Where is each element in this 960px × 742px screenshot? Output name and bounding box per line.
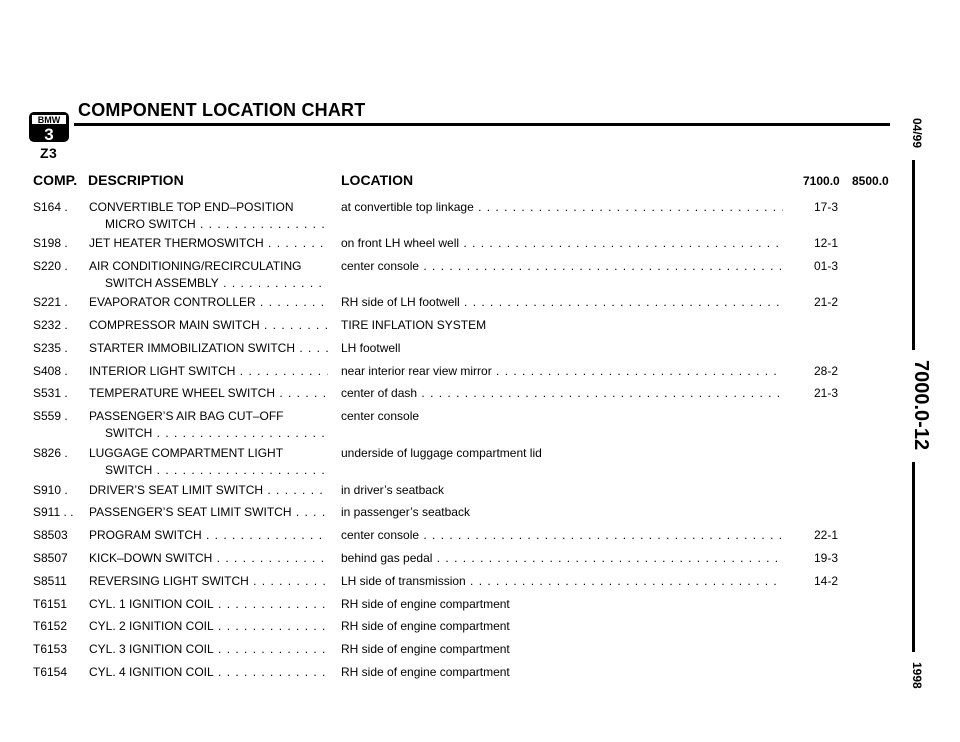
table-row: [0, 443, 900, 477]
comp-description: CYL. 3 IGNITION COIL . . .: [89, 639, 328, 659]
comp-code: S911 . .: [33, 505, 74, 519]
comp-code: S164 .: [33, 200, 68, 214]
table-row: [0, 662, 900, 682]
column-header-ref2: 8500.0: [852, 174, 889, 188]
table-row: [0, 315, 900, 335]
comp-code: S826 .: [33, 446, 68, 460]
table-row: [0, 256, 900, 290]
comp-code: S8507: [33, 551, 68, 565]
comp-description-cont: SWITCH . . .: [105, 460, 328, 480]
comp-code: S220 .: [33, 259, 68, 273]
margin-rule-bottom: [912, 462, 915, 652]
logo-model: Z3: [40, 145, 58, 161]
comp-ref: 19-3: [813, 551, 839, 565]
page-title: COMPONENT LOCATION CHART: [78, 100, 366, 120]
comp-ref: 28-2: [813, 364, 839, 378]
comp-ref: 21-3: [813, 386, 839, 400]
column-header-comp: COMP.: [33, 172, 78, 188]
comp-code: S232 .: [33, 318, 68, 332]
comp-code: T6153: [33, 642, 68, 656]
comp-location: RH side of LH footwell . . .: [341, 292, 783, 312]
comp-description: JET HEATER THERMOSWITCH . . .: [89, 233, 328, 253]
column-header-description: DESCRIPTION: [88, 172, 184, 188]
comp-code: T6154: [33, 665, 68, 679]
column-header-location: LOCATION: [341, 172, 414, 188]
title-rule: [74, 123, 890, 126]
margin-rule-top: [912, 160, 915, 350]
column-header-ref1: 7100.0: [803, 174, 840, 188]
table-row: [0, 338, 900, 358]
table-row: [0, 616, 900, 636]
comp-description-cont: MICRO SWITCH . . .: [105, 214, 328, 234]
comp-ref: 21-2: [813, 295, 839, 309]
comp-location: RH side of engine compartment: [341, 642, 510, 656]
comp-location: in passenger’s seatback: [341, 505, 470, 519]
comp-ref: 17-3: [813, 200, 839, 214]
comp-description: COMPRESSOR MAIN SWITCH . . .: [89, 315, 328, 335]
comp-location: near interior rear view mirror . . .: [341, 361, 783, 381]
comp-code: S559 .: [33, 409, 68, 423]
comp-location: center console . . .: [341, 525, 783, 545]
comp-ref: 22-1: [813, 528, 839, 542]
comp-description: STARTER IMMOBILIZATION SWITCH . . .: [89, 338, 328, 358]
table-row: [0, 502, 900, 522]
comp-location: center console: [341, 409, 420, 423]
table-row: [0, 406, 900, 440]
table-row: [0, 197, 900, 231]
comp-description-cont: SWITCH . . .: [105, 423, 328, 443]
table-row: [0, 548, 900, 568]
comp-description: REVERSING LIGHT SWITCH . . .: [89, 571, 328, 591]
comp-description: CYL. 1 IGNITION COIL . . .: [89, 594, 328, 614]
comp-code: S8511: [33, 574, 67, 588]
comp-location: center console . . .: [341, 256, 783, 276]
comp-code: S221 .: [33, 295, 68, 309]
comp-code: S531 .: [33, 386, 68, 400]
comp-description: CONVERTIBLE TOP END–POSITION: [89, 200, 294, 214]
comp-description: TEMPERATURE WHEEL SWITCH . . .: [89, 383, 328, 403]
comp-location: in driver’s seatback: [341, 483, 444, 497]
table-row: [0, 525, 900, 545]
comp-description-cont: SWITCH ASSEMBLY . . .: [105, 273, 328, 293]
comp-ref: 01-3: [813, 259, 839, 273]
comp-description: EVAPORATOR CONTROLLER . . .: [89, 292, 328, 312]
margin-date: 04/99: [910, 118, 924, 149]
table-row: [0, 361, 900, 381]
comp-location: center of dash . . .: [341, 383, 783, 403]
table-row: [0, 639, 900, 659]
table-row: [0, 233, 900, 253]
table-row: [0, 594, 900, 614]
table-row: [0, 383, 900, 403]
comp-location: RH side of engine compartment: [341, 665, 510, 679]
comp-location: RH side of engine compartment: [341, 619, 510, 633]
comp-code: T6152: [33, 619, 68, 633]
svg-text:BMW: BMW: [37, 115, 61, 125]
comp-code: S910 .: [33, 483, 68, 497]
comp-description: CYL. 2 IGNITION COIL . . .: [89, 616, 328, 636]
comp-location: TIRE INFLATION SYSTEM: [341, 318, 487, 332]
comp-location: LH footwell: [341, 341, 401, 355]
comp-description: LUGGAGE COMPARTMENT LIGHT: [89, 446, 284, 460]
comp-location: underside of luggage compartment lid: [341, 446, 542, 460]
comp-code: S408 .: [33, 364, 68, 378]
margin-page-number: 7000.0-12: [910, 360, 932, 451]
comp-code: S198 .: [33, 236, 68, 250]
comp-description: CYL. 4 IGNITION COIL . . .: [89, 662, 328, 682]
comp-description: PASSENGER’S SEAT LIMIT SWITCH . . .: [89, 502, 328, 522]
comp-code: S8503: [33, 528, 68, 542]
comp-description: DRIVER’S SEAT LIMIT SWITCH . . .: [89, 480, 328, 500]
comp-location: on front LH wheel well . . .: [341, 233, 783, 253]
comp-description: PASSENGER’S AIR BAG CUT–OFF: [89, 409, 284, 423]
table-row: [0, 571, 900, 591]
table-row: [0, 292, 900, 312]
comp-description: PROGRAM SWITCH . . .: [89, 525, 328, 545]
comp-ref: 12-1: [813, 236, 839, 250]
comp-location: at convertible top linkage . . .: [341, 197, 783, 217]
comp-location: LH side of transmission . . .: [341, 571, 783, 591]
comp-description: KICK–DOWN SWITCH . . .: [89, 548, 328, 568]
comp-description: INTERIOR LIGHT SWITCH . . .: [89, 361, 328, 381]
svg-text:3: 3: [44, 125, 54, 144]
comp-location: behind gas pedal . . .: [341, 548, 783, 568]
comp-location: RH side of engine compartment: [341, 597, 510, 611]
margin-year: 1998: [910, 662, 924, 689]
comp-code: S235 .: [33, 341, 68, 355]
table-row: [0, 480, 900, 500]
comp-code: T6151: [33, 597, 68, 611]
comp-description: AIR CONDITIONING/RECIRCULATING: [89, 259, 302, 273]
comp-ref: 14-2: [813, 574, 839, 588]
